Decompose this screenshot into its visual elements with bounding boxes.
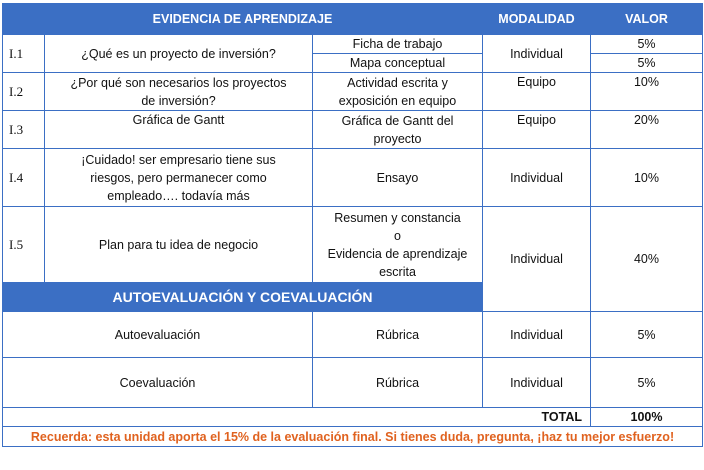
row-product: Ensayo	[313, 149, 483, 207]
reminder-note: Recuerda: esta unidad aporta el 15% de la evaluación final. Si tienes duda, pregunta, ¡haz tu mejor esfuerzo!	[3, 427, 703, 447]
row-product: Mapa conceptual	[313, 54, 483, 73]
product-line: escrita	[379, 264, 416, 279]
row-product	[313, 111, 483, 149]
row-code: I.1	[3, 35, 45, 73]
question-line: ¿Por qué son necesarios los proyectos	[70, 75, 287, 90]
row-question	[45, 73, 313, 111]
modality-header: MODALIDAD	[483, 4, 591, 35]
question-line: ¡Cuidado! ser empresario tiene sus	[81, 152, 276, 167]
row-value: 10%	[591, 73, 703, 111]
total-row	[3, 408, 703, 427]
evaluation-name: Autoevaluación	[3, 312, 313, 358]
header-row	[3, 4, 703, 35]
total-label: TOTAL	[3, 408, 591, 427]
row-code: I.3	[3, 111, 45, 149]
question-line: de inversión?	[141, 93, 216, 108]
table-row	[3, 111, 703, 149]
row-question: ¿Qué es un proyecto de inversión?	[45, 35, 313, 73]
row-code: I.5	[3, 207, 45, 283]
row-question: Plan para tu idea de negocio	[45, 207, 313, 283]
section-title: AUTOEVALUACIÓN Y COEVALUACIÓN	[3, 283, 483, 312]
row-value: 20%	[591, 111, 703, 149]
row-modality: Equipo	[483, 73, 591, 111]
row-value: 5%	[591, 35, 703, 54]
row-question: Gráfica de Gantt	[45, 111, 313, 149]
table-row	[3, 312, 703, 358]
row-value: 40%	[591, 207, 703, 312]
row-value: 10%	[591, 149, 703, 207]
evaluation-modality: Individual	[483, 312, 591, 358]
product-line: Resumen y constancia	[334, 210, 461, 225]
row-modality: Individual	[483, 35, 591, 73]
note-row	[3, 427, 703, 447]
row-product	[313, 207, 483, 283]
evidence-header: EVIDENCIA DE APRENDIZAJE	[3, 4, 483, 35]
evaluation-modality: Individual	[483, 358, 591, 408]
row-modality: Equipo	[483, 111, 591, 149]
row-value: 5%	[591, 54, 703, 73]
table-row	[3, 207, 703, 283]
table-row	[3, 35, 703, 54]
evaluation-table	[2, 3, 703, 447]
product-line: Gráfica de Gantt del	[341, 113, 454, 128]
evaluation-instrument: Rúbrica	[313, 312, 483, 358]
row-code: I.2	[3, 73, 45, 111]
evaluation-value: 5%	[591, 358, 703, 408]
row-code: I.4	[3, 149, 45, 207]
evaluation-table-container	[2, 3, 702, 447]
table-row	[3, 149, 703, 207]
product-line: Actividad escrita y	[347, 75, 448, 90]
table-row	[3, 73, 703, 111]
row-question	[45, 149, 313, 207]
total-value: 100%	[591, 408, 703, 427]
product-line: o	[394, 228, 401, 243]
question-line: riesgos, pero permanecer como	[90, 170, 267, 185]
evaluation-name: Coevaluación	[3, 358, 313, 408]
value-header: VALOR	[591, 4, 703, 35]
product-line: proyecto	[373, 131, 422, 146]
product-line: Evidencia de aprendizaje	[327, 246, 468, 261]
row-product: Ficha de trabajo	[313, 35, 483, 54]
table-row	[3, 358, 703, 408]
row-modality: Individual	[483, 207, 591, 312]
row-product	[313, 73, 483, 111]
evaluation-value: 5%	[591, 312, 703, 358]
evaluation-instrument: Rúbrica	[313, 358, 483, 408]
question-line: empleado…. todavía más	[107, 188, 250, 203]
product-line: exposición en equipo	[338, 93, 457, 108]
row-modality: Individual	[483, 149, 591, 207]
